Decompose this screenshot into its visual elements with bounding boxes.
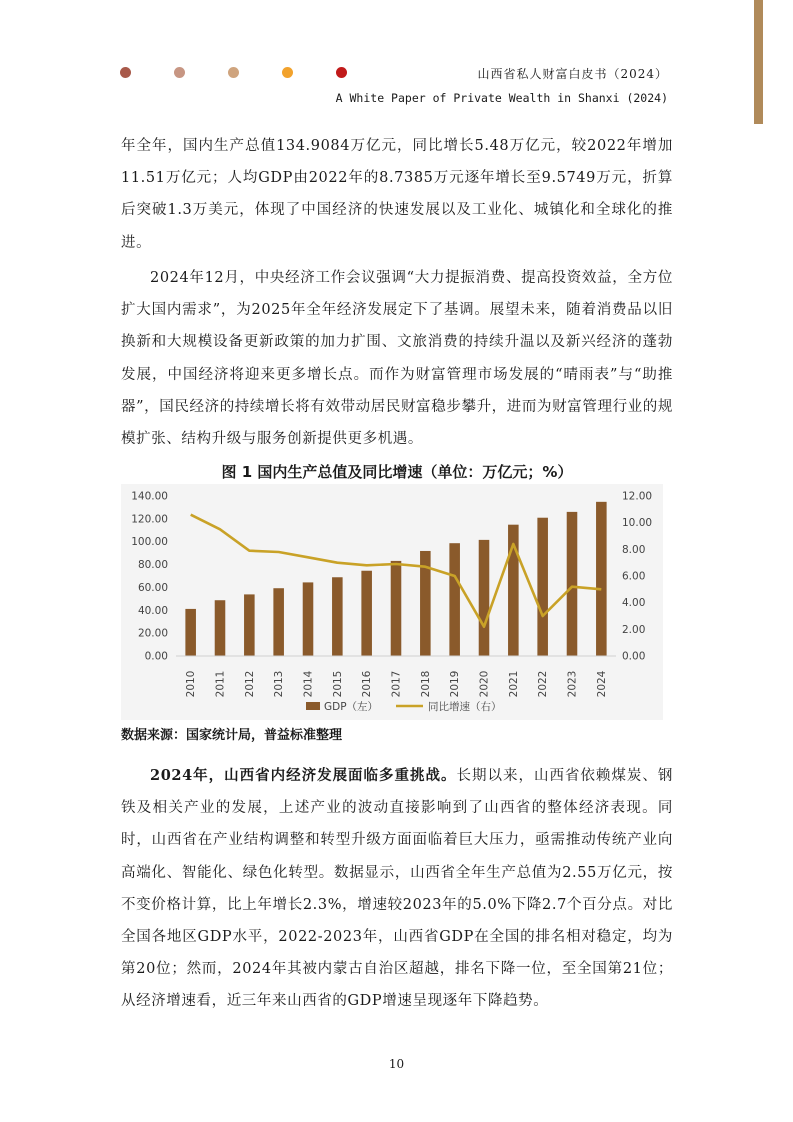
figure-source: 数据来源：国家统计局，普益标准整理 <box>121 728 343 743</box>
legend-label-gdp: GDP（左） <box>324 701 379 713</box>
header-dot <box>174 67 185 78</box>
gdp-chart-svg <box>121 484 663 720</box>
header-title-cn: 山西省私人财富白皮书（2024） <box>477 67 668 81</box>
y-right-tick-label: 4.00 <box>622 597 646 610</box>
y-left-tick-label: 120.00 <box>131 513 168 526</box>
header-title-en: A White Paper of Private Wealth in Shanxi (2024) <box>335 91 668 105</box>
y-right-tick-label: 10.00 <box>622 517 653 530</box>
y-left-tick-label: 140.00 <box>131 490 168 503</box>
y-right-tick-label: 12.00 <box>622 490 653 503</box>
paragraph-gdp-overview: 年全年，国内生产总值134.9084万亿元，同比增长5.48万亿元，较2022年增加11.51万亿元；人均GDP由2022年的8.7385万元逐年增长至9.5749万元，折算后突破1.3万美元，体现了中国经济的快速发展以及工业化、城镇化和全球化的推进。 <box>121 138 673 251</box>
paragraph-body: 长期以来，山西省依赖煤炭、钢铁及相关产业的发展，上述产业的波动直接影响到了山西省的整体经济表现。同时，山西省在产业结构调整和转型升级方面面临着巨大压力，亟需推动传统产业向高端化、智能化、绿色化转型。数据显示，山西省全年生产总值为2.55万亿元，按不变价格计算，比上年增长2.3%，增速较2023年的5.0%下降2.7个百分点。对比全国各地区GDP水平，2022-2023年，山西省GDP在全国的排名相对稳定，均为第20位；然而，2024年其被内蒙古自治区超越，排名下降一位，至全国第21位；从经济增速看，近三年来山西省的GDP增速呈现逐年下降趋势。 <box>121 768 673 1010</box>
legend-label-growth: 同比增速（右） <box>428 701 502 713</box>
gdp-bar <box>449 543 460 656</box>
page-number: 10 <box>388 1057 405 1071</box>
header-dots <box>120 67 347 78</box>
x-tick-label: 2011 <box>214 670 227 698</box>
header-dot <box>228 67 239 78</box>
legend-swatch-gdp <box>306 702 320 710</box>
paragraph-shanxi-challenges <box>121 760 673 1018</box>
header-dot <box>120 67 131 78</box>
x-tick-label: 2014 <box>302 670 315 698</box>
x-tick-label: 2023 <box>566 670 579 698</box>
x-tick-label: 2024 <box>595 670 608 698</box>
gdp-bar <box>332 577 343 656</box>
header-dot <box>282 67 293 78</box>
x-tick-label: 2010 <box>185 670 198 698</box>
gdp-bar <box>361 571 372 656</box>
paragraph-lead: 2024年，山西省内经济发展面临多重挑战。 <box>150 767 457 784</box>
x-tick-label: 2018 <box>419 670 432 698</box>
x-tick-label: 2015 <box>331 670 344 698</box>
y-left-tick-label: 60.00 <box>137 581 168 594</box>
y-left-tick-label: 0.00 <box>144 650 168 663</box>
side-accent-bar <box>754 0 763 124</box>
y-right-tick-label: 8.00 <box>622 543 646 556</box>
gdp-bar <box>567 512 578 656</box>
gdp-bar <box>479 540 490 656</box>
y-left-tick-label: 80.00 <box>137 559 168 572</box>
gdp-bar <box>215 600 226 656</box>
gdp-chart <box>121 484 663 720</box>
figure-title: 图 1 国内生产总值及同比增速（单位：万亿元；%） <box>221 463 573 481</box>
header-dot <box>336 67 347 78</box>
gdp-bar <box>537 518 548 656</box>
y-left-tick-label: 20.00 <box>137 627 168 640</box>
y-left-tick-label: 40.00 <box>137 604 168 617</box>
y-right-tick-label: 6.00 <box>622 570 646 583</box>
x-tick-label: 2012 <box>243 670 256 698</box>
gdp-bar <box>391 561 402 656</box>
x-tick-label: 2021 <box>507 670 520 698</box>
gdp-bar <box>596 502 607 656</box>
y-right-tick-label: 2.00 <box>622 623 646 636</box>
gdp-bar <box>185 609 196 656</box>
x-tick-label: 2013 <box>273 670 286 698</box>
x-tick-label: 2020 <box>478 670 491 698</box>
x-tick-label: 2016 <box>361 670 374 698</box>
gdp-bar <box>244 594 255 656</box>
gdp-bar <box>303 582 314 656</box>
x-tick-label: 2017 <box>390 670 403 698</box>
x-tick-label: 2022 <box>537 670 550 698</box>
gdp-bar <box>273 588 284 656</box>
y-right-tick-label: 0.00 <box>622 650 646 663</box>
x-tick-label: 2019 <box>449 670 462 698</box>
y-left-tick-label: 100.00 <box>131 536 168 549</box>
paragraph-economic-outlook: 2024年12月，中央经济工作会议强调“大力提振消费、提高投资效益，全方位扩大国内需求”，为2025年全年经济发展定下了基调。展望未来，随着消费品以旧换新和大规模设备更新政策的加力扩围、文旅消费的持续升温以及新兴经济的蓬勃发展，中国经济将迎来更多增长点。而作为财富管理市场发展的“晴雨表”与“助推器”，国民经济的持续增长将有效带动居民财富稳步攀升，进而为财富管理行业的规模扩张、结构升级与服务创新提供更多机遇。 <box>121 270 673 448</box>
